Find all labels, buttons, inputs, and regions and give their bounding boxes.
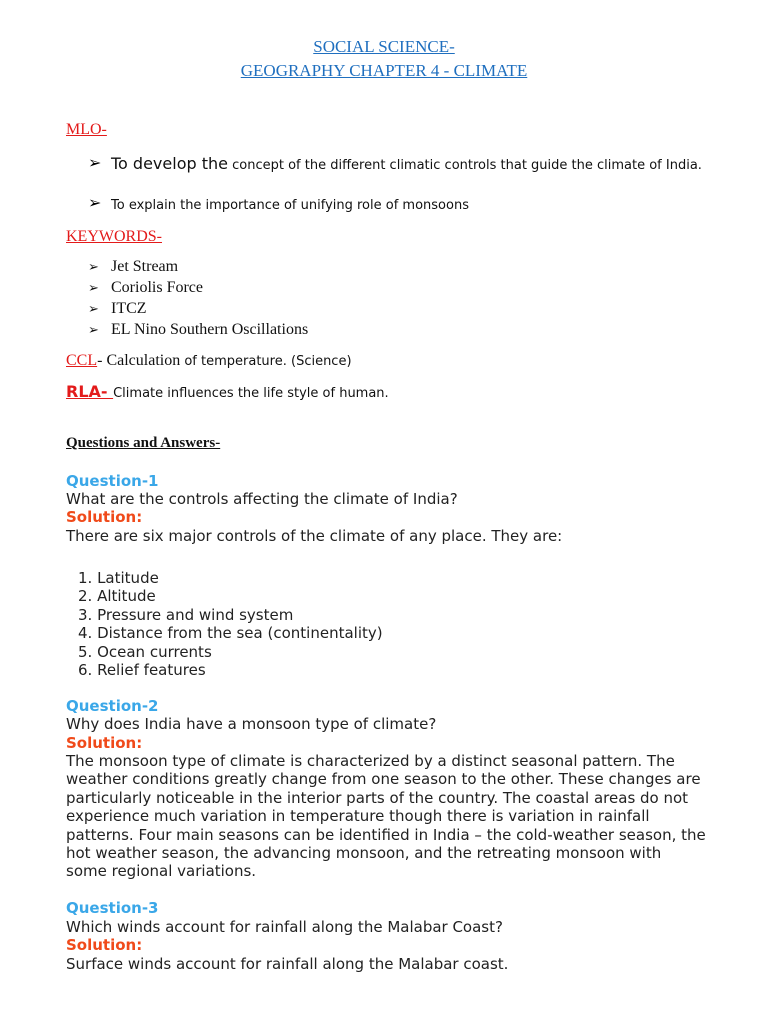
keywords-heading: KEYWORDS- bbox=[66, 228, 162, 245]
list-item: 1. Latitude bbox=[78, 569, 159, 587]
keyword-item: ➢ ITCZ bbox=[88, 300, 147, 317]
arrow-bullet-icon: ➢ bbox=[88, 155, 102, 172]
rla-label: RLA- bbox=[66, 382, 114, 401]
mlo-item-2: To explain the importance of unifying role of monsoons bbox=[111, 198, 469, 213]
keyword-item: ➢ Jet Stream bbox=[88, 258, 179, 275]
mlo-item-1 bbox=[111, 154, 721, 175]
page-title-line1: SOCIAL SCIENCE- bbox=[313, 37, 455, 56]
solution-2-text: The monsoon type of climate is characterized by a distinct seasonal pattern. The weather conditions greatly change from one season to the other. These changes are particularly noticeable in the interior parts of the country. The coastal areas do not experience much variation in temperature though there is variation in rainfall patterns. Four main seasons can be identified in India – the cold-weather season, the hot weather season, the advancing monsoon, and the retreating monsoon with some regional variations. bbox=[66, 752, 706, 881]
question-1-label: Question-1 bbox=[66, 472, 159, 490]
keyword-item: ➢ Coriolis Force bbox=[88, 279, 203, 296]
solution-3-text: Surface winds account for rainfall along the Malabar coast. bbox=[66, 955, 509, 973]
page-title-line2: GEOGRAPHY CHAPTER 4 - CLIMATE bbox=[240, 61, 528, 80]
list-item: 5. Ocean currents bbox=[78, 642, 212, 661]
list-item: 6. Relief features bbox=[78, 661, 206, 680]
ccl-rest: of temperature. (Science) bbox=[180, 354, 352, 369]
question-2-label: Question-2 bbox=[66, 697, 159, 715]
solution-2-label: Solution: bbox=[66, 734, 143, 752]
controls-list bbox=[78, 569, 383, 679]
mlo-item-1-lead: To develop the bbox=[111, 154, 228, 173]
rla-line bbox=[66, 382, 389, 402]
mlo-heading: MLO- bbox=[66, 121, 107, 138]
qa-heading: Questions and Answers- bbox=[66, 435, 221, 451]
solution-1-label: Solution: bbox=[66, 508, 143, 526]
question-3-label: Question-3 bbox=[66, 899, 159, 917]
ccl-lead: Calculation bbox=[106, 352, 181, 369]
solution-3-label: Solution: bbox=[66, 936, 143, 954]
arrow-bullet-icon: ➢ bbox=[88, 322, 99, 337]
ccl-label: CCL bbox=[66, 352, 98, 369]
solution-1-text: There are six major controls of the climate of any place. They are: bbox=[66, 527, 563, 545]
question-1-text: What are the controls affecting the climate of India? bbox=[66, 490, 458, 508]
keyword-item: ➢ EL Nino Southern Oscillations bbox=[88, 321, 309, 338]
arrow-bullet-icon: ➢ bbox=[88, 259, 99, 274]
list-item: 3. Pressure and wind system bbox=[78, 605, 294, 624]
arrow-bullet-icon: ➢ bbox=[88, 301, 99, 316]
ccl-line: CCL- Calculation of temperature. (Science) bbox=[66, 352, 352, 369]
question-2-text: Why does India have a monsoon type of climate? bbox=[66, 715, 437, 733]
mlo-item-1-rest: concept of the different climatic controls that guide the climate of India. bbox=[227, 158, 702, 173]
rla-text: Climate influences the life style of human. bbox=[113, 386, 389, 401]
question-3-text: Which winds account for rainfall along the Malabar Coast? bbox=[66, 918, 503, 936]
list-item: 2. Altitude bbox=[78, 587, 156, 606]
list-item: 4. Distance from the sea (continentality) bbox=[78, 624, 383, 643]
arrow-bullet-icon: ➢ bbox=[88, 195, 102, 212]
arrow-bullet-icon: ➢ bbox=[88, 280, 99, 295]
